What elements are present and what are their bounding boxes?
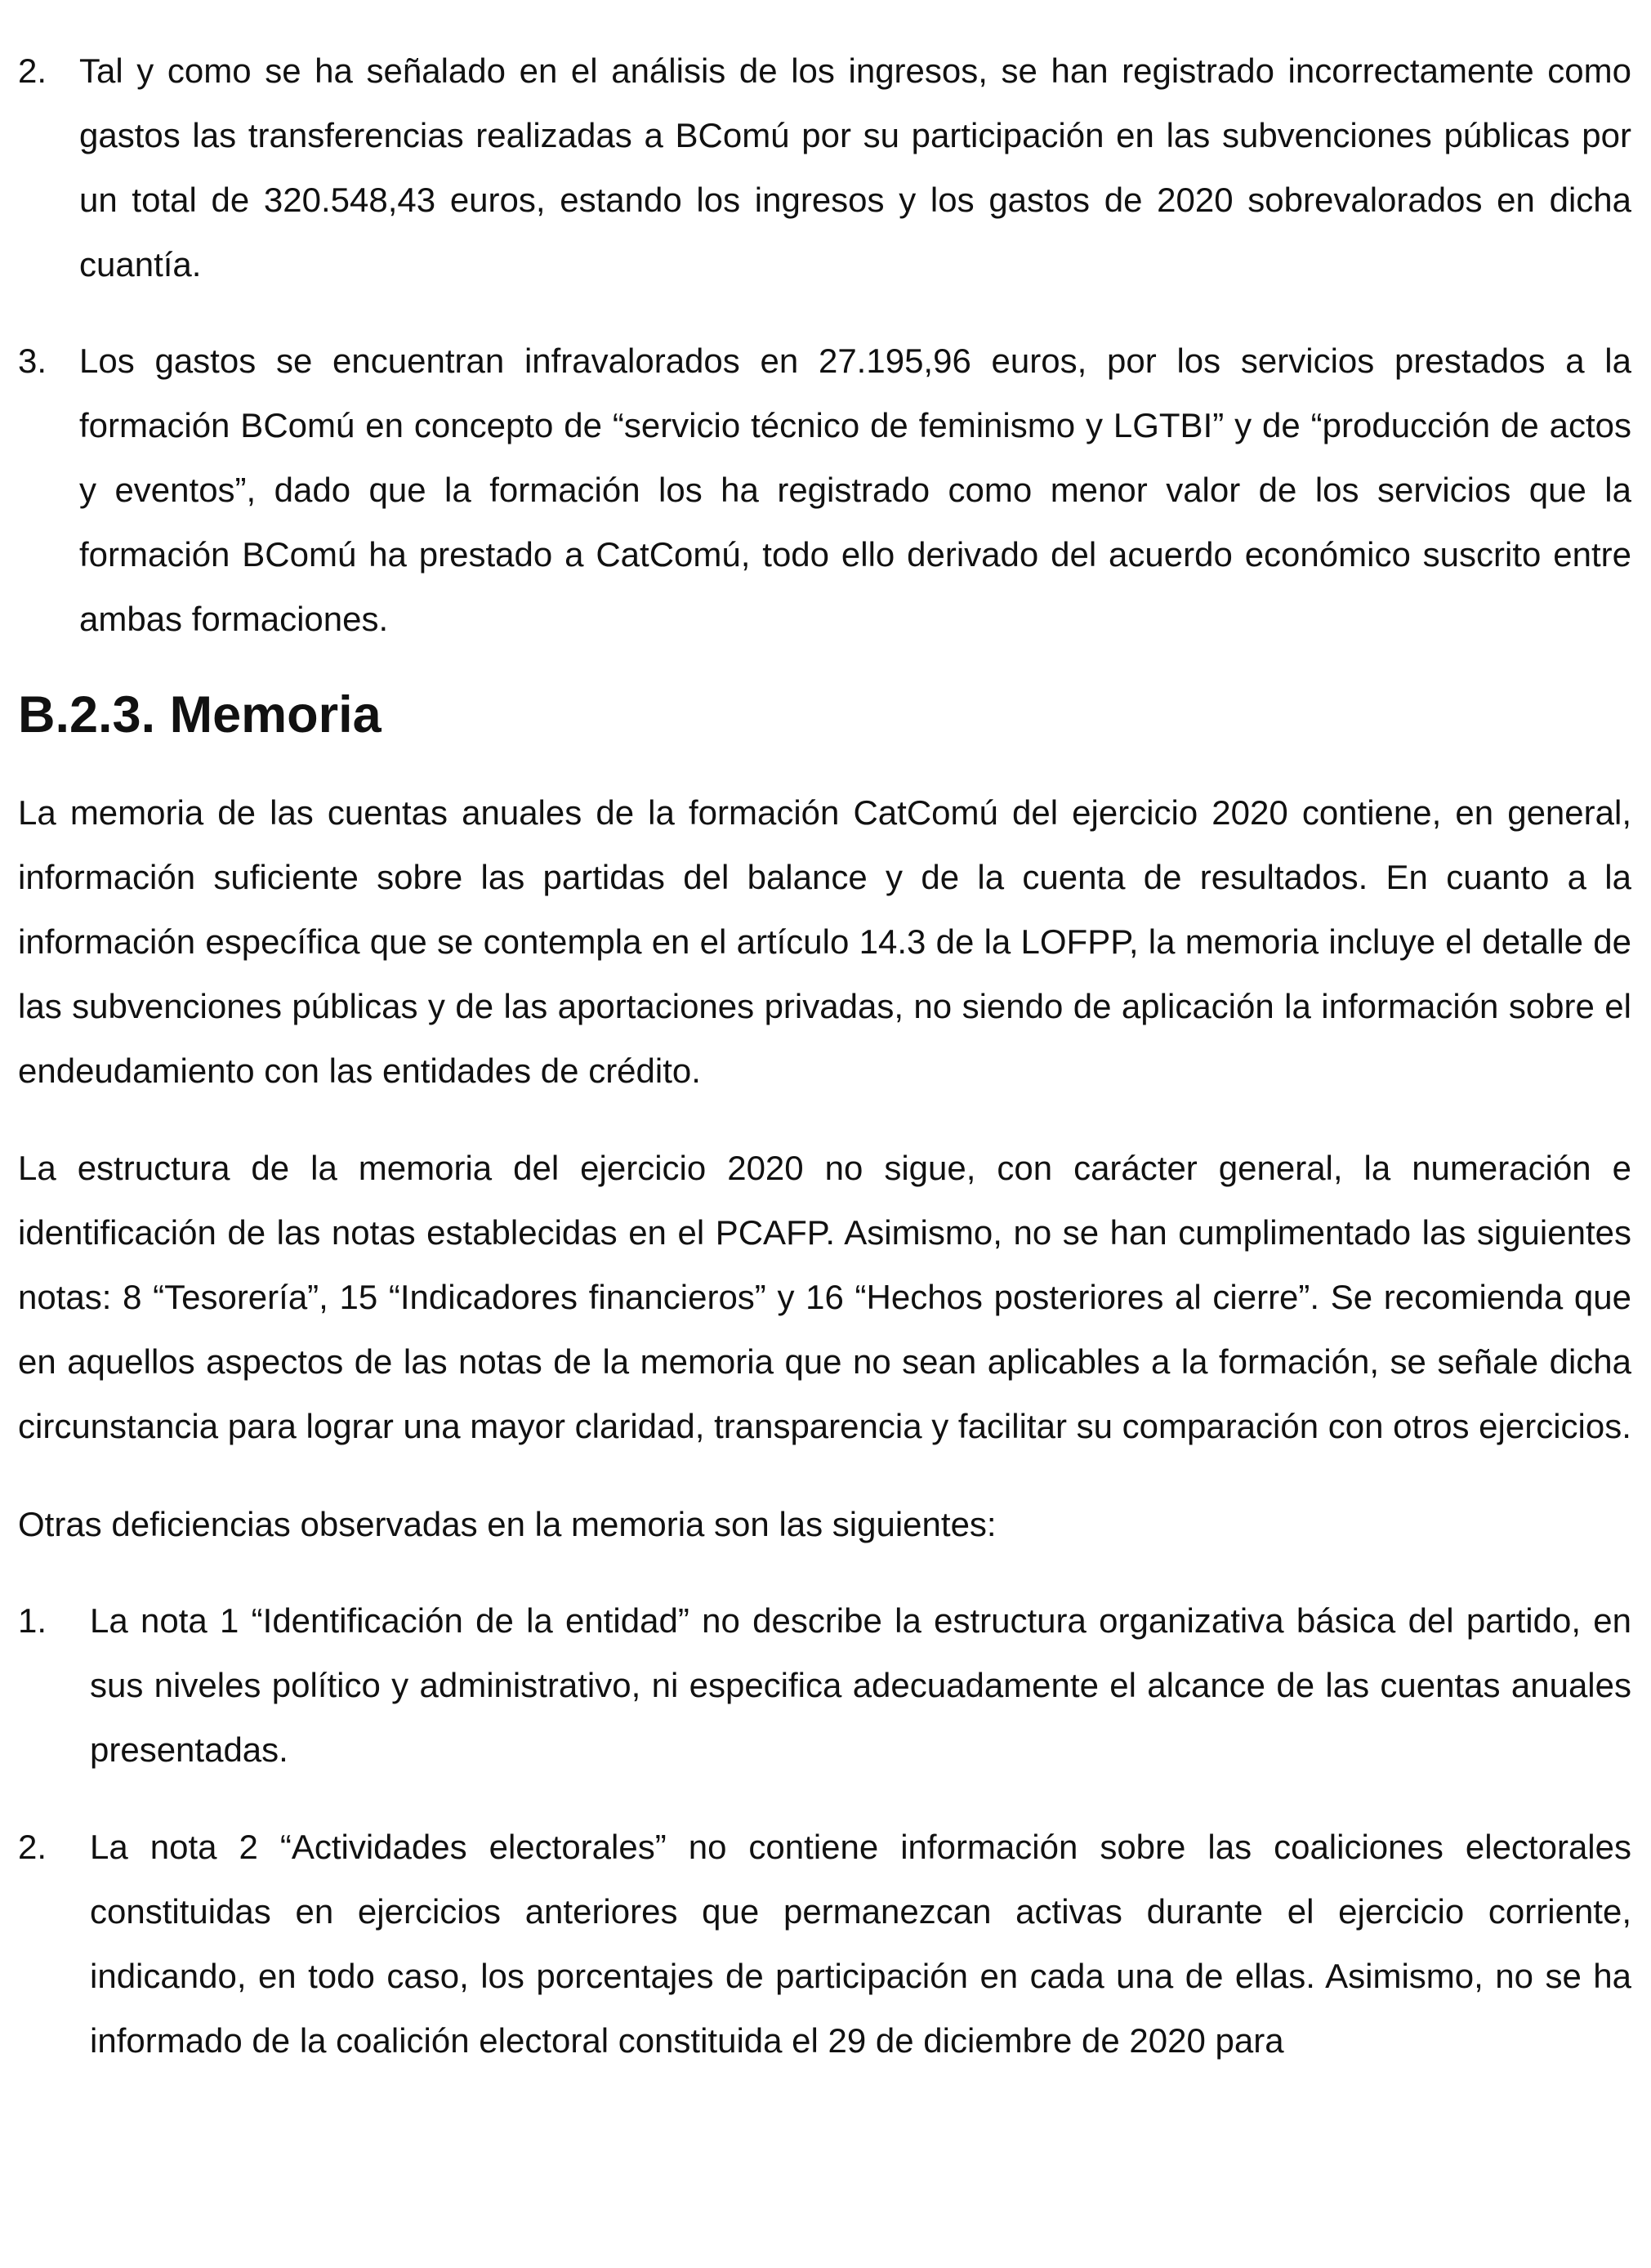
list-item-number: 1. xyxy=(18,1601,47,1640)
list-item xyxy=(18,1588,1631,1782)
intro-numbered-list xyxy=(18,38,1631,651)
section-heading: B.2.3. Memoria xyxy=(18,686,382,743)
list-item xyxy=(18,38,1631,297)
paragraph: La estructura de la memoria del ejercicio 2020 no sigue, con carácter general, la numeración e identificación de las notas establecidas en el PCAFP. Asimismo, no se han cumplimentado las siguientes notas: 8 “Tesorería”, 15 “Indicadores financieros” y 16 “Hechos posteriores al cierre”. Se recomienda que en aquellos aspectos de las notas de la memoria que no sean aplicables a la formación, se señale dicha circunstancia para lograr una mayor claridad, transparencia y facilitar su comparación con otros ejercicios. xyxy=(18,1149,1631,1445)
paragraph: Otras deficiencias observadas en la memoria son las siguientes: xyxy=(18,1505,997,1543)
list-item xyxy=(18,1815,1631,2073)
list-item-number: 3. xyxy=(18,342,47,380)
list-item-text: Tal y como se ha señalado en el análisis de los ingresos, se han registrado incorrectamente como gastos las transferencias realizadas a BComú por su participación en las subvenciones públicas por un total de 320.548,43 euros, estando los ingresos y los gastos de 2020 sobrevalorados en dicha cuantía. xyxy=(79,51,1631,284)
document-page xyxy=(18,38,1631,2073)
list-item-text: La nota 1 “Identificación de la entidad” no describe la estructura organizativa básica del partido, en sus niveles político y administrativo, ni especifica adecuadamente el alcance de las cuentas anuales presentadas. xyxy=(90,1601,1631,1769)
list-item-text: La nota 2 “Actividades electorales” no contiene información sobre las coaliciones electorales constituidas en ejercicios anteriores que permanezcan activas durante el ejercicio corriente, indicando, en todo caso, los porcentajes de participación en cada una de ellas. Asimismo, no se ha informado de la coalición electoral constituida el 29 de diciembre de 2020 para xyxy=(90,1828,1631,2060)
deficiencies-numbered-list xyxy=(18,1588,1631,2073)
paragraph: La memoria de las cuentas anuales de la formación CatComú del ejercicio 2020 contiene, en general, información suficiente sobre las partidas del balance y de la cuenta de resultados. En cuanto a la información específica que se contempla en el artículo 14.3 de la LOFPP, la memoria incluye el detalle de las subvenciones públicas y de las aportaciones privadas, no siendo de aplicación la información sobre el endeudamiento con las entidades de crédito. xyxy=(18,793,1631,1090)
list-item-text: Los gastos se encuentran infravalorados en 27.195,96 euros, por los servicios prestados a la formación BComú en concepto de “servicio técnico de feminismo y LGTBI” y de “producción de actos y eventos”, dado que la formación los ha registrado como menor valor de los servicios que la formación BComú ha prestado a CatComú, todo ello derivado del acuerdo económico suscrito entre ambas formaciones. xyxy=(79,342,1631,638)
list-item-number: 2. xyxy=(18,1828,47,1866)
list-item-number: 2. xyxy=(18,51,47,90)
list-item xyxy=(18,328,1631,651)
